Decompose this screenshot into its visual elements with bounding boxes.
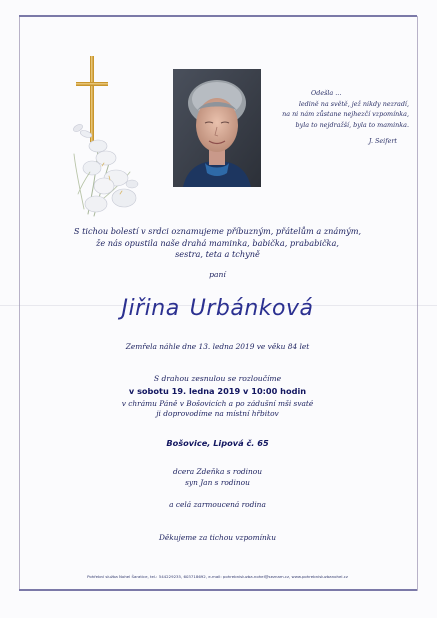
church-info: [19, 399, 416, 419]
lily-bouquet-icon: [72, 123, 138, 216]
thanks-note: Děkujeme za tichou vzpomínku: [159, 533, 276, 542]
cross-with-lilies-icon: [66, 54, 146, 224]
family-list: [19, 466, 416, 488]
deceased-name: [19, 296, 416, 321]
deceased-surname: Urbánková: [189, 296, 314, 321]
death-note: Zemřela náhle dne 13. ledna 2019 ve věku 84 let: [125, 342, 310, 351]
ceremony-date: v sobotu 19. ledna 2019 v 10:00 hodin: [128, 386, 307, 396]
poem-author: J. Seifert: [368, 137, 397, 146]
poem-block: [279, 88, 409, 147]
funeral-service-footer: Pohřební služba Nohel Šaratice, tel.: 544229235, 603718692, e-mail: pohrebnisluzba.nohel@seznam.cz, www.pohrebnisluzbanohel.cz: [87, 574, 348, 579]
family-member: dcera Zdeňka s rodinou: [173, 467, 262, 476]
poem-line: Odešla ...: [311, 89, 342, 97]
salutation: paní: [209, 270, 226, 279]
farewell-intro: S drahou zesnulou se rozloučíme: [153, 374, 282, 383]
announcement-line: S tichou bolestí v srdci oznamujeme příbuzným, přátelům a známým,: [73, 226, 362, 236]
address: Bošovice, Lipová č. 65: [166, 438, 269, 448]
poem-line: ledině na světě, jež nikdy nezradí,: [298, 99, 409, 108]
portrait-photo: [173, 69, 261, 187]
church-line: v chrámu Páně v Bošovicích a po zádušní mši svaté: [121, 399, 314, 408]
frame-bottom-rule: [19, 589, 417, 591]
church-line: ji doprovodíme na místní hřbitov: [156, 409, 279, 418]
family-member: syn Jan s rodinou: [185, 478, 250, 487]
deceased-first-name: Jiřina: [121, 296, 180, 321]
announcement-line: že nás opustila naše drahá maminka, babička, prababička,: [96, 237, 339, 248]
poem-line: byla to nejdražší, byla to maminka.: [295, 120, 409, 129]
family-extra: a celá zarmoucená rodina: [169, 500, 266, 509]
announcement-line: sestra, teta a tchyně: [175, 249, 260, 259]
announcement-text: [19, 226, 416, 261]
poem-line: na ni nám zůstane nejhezčí vzpomínka,: [282, 110, 409, 119]
frame-top-rule: [19, 15, 417, 17]
